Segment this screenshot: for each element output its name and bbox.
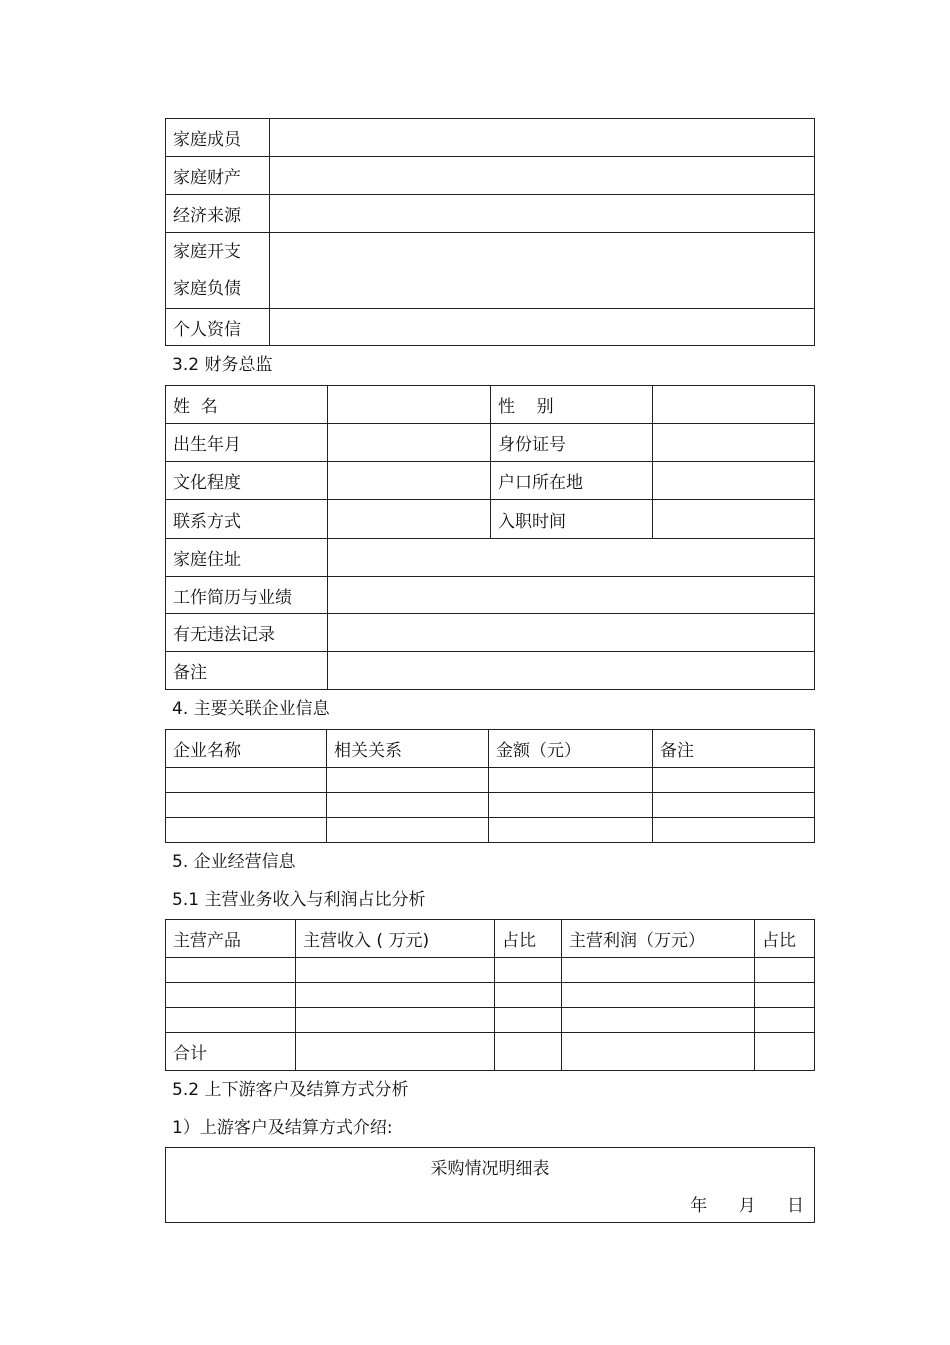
- field-label: 工作简历与业绩: [166, 577, 328, 614]
- field-label: 家庭住址: [166, 539, 328, 577]
- section-heading: 5. 企业经营信息: [172, 852, 296, 872]
- row-label: 家庭成员: [166, 119, 270, 157]
- table-header-row: [166, 730, 815, 768]
- table-row: [166, 539, 815, 577]
- value-cell: [270, 119, 815, 157]
- sub-heading: 1）上游客户及结算方式介绍:: [172, 1118, 393, 1138]
- value-cell: [328, 652, 815, 690]
- value-cell: [270, 233, 815, 309]
- table-row: [166, 652, 815, 690]
- finance-director-table: [165, 385, 815, 690]
- document-page: [165, 118, 815, 1223]
- table-header-row: [166, 920, 815, 958]
- value-cell: [328, 462, 491, 500]
- field-label: 联系方式: [166, 500, 328, 539]
- table-row: [166, 577, 815, 614]
- column-header: 占比: [755, 920, 815, 958]
- column-header: 主营收入 ( 万元): [296, 920, 495, 958]
- field-label: 备注: [166, 652, 328, 690]
- date-year: 年: [690, 1195, 708, 1216]
- table-row: [166, 119, 815, 157]
- value-cell: [270, 195, 815, 233]
- table-row: [166, 233, 815, 309]
- value-cell: [653, 500, 815, 539]
- section-heading: 5.1 主营业务收入与利润占比分析: [172, 890, 426, 910]
- table-row: [166, 793, 815, 818]
- value-cell: [270, 309, 815, 346]
- family-info-table: [165, 118, 815, 346]
- column-header: 主营产品: [166, 920, 296, 958]
- value-cell: [328, 614, 815, 652]
- table-row: [166, 1185, 815, 1223]
- table-row: [166, 768, 815, 793]
- date-day: 日: [787, 1195, 804, 1216]
- table-row: [166, 1148, 815, 1185]
- row-label: 经济来源: [166, 195, 270, 233]
- box-title: 采购情况明细表: [166, 1148, 815, 1185]
- value-cell: [328, 577, 815, 614]
- value-cell: [653, 386, 815, 424]
- table-row: [166, 958, 815, 983]
- date-line: [166, 1185, 815, 1223]
- table-row: [166, 462, 815, 500]
- field-label: 有无违法记录: [166, 614, 328, 652]
- value-cell: [328, 539, 815, 577]
- date-month: 月: [738, 1195, 756, 1216]
- purchase-detail-box: [165, 1147, 815, 1223]
- field-label: 身份证号: [491, 424, 653, 462]
- column-header: 金额（元）: [489, 730, 653, 768]
- column-header: 相关关系: [327, 730, 489, 768]
- total-row: [166, 1033, 815, 1071]
- field-label: 户口所在地: [491, 462, 653, 500]
- column-header: 占比: [495, 920, 562, 958]
- section-heading: 5.2 上下游客户及结算方式分析: [172, 1080, 409, 1100]
- table-row: [166, 614, 815, 652]
- column-header: 企业名称: [166, 730, 327, 768]
- field-label: 入职时间: [491, 500, 653, 539]
- table-row: [166, 983, 815, 1008]
- table-row: [166, 386, 815, 424]
- value-cell: [328, 500, 491, 539]
- value-cell: [653, 424, 815, 462]
- table-row: [166, 1008, 815, 1033]
- table-row: [166, 309, 815, 346]
- row-label: 家庭财产: [166, 157, 270, 195]
- field-label: 出生年月: [166, 424, 328, 462]
- table-row: [166, 424, 815, 462]
- value-cell: [328, 424, 491, 462]
- field-label: 性 别: [491, 386, 653, 424]
- table-row: [166, 157, 815, 195]
- column-header: 备注: [653, 730, 815, 768]
- row-label: 家庭负债: [173, 278, 241, 299]
- section-heading: 3.2 财务总监: [172, 355, 273, 375]
- field-label: 文化程度: [166, 462, 328, 500]
- section-heading: 4. 主要关联企业信息: [172, 699, 330, 719]
- field-label: 姓 名: [166, 386, 328, 424]
- row-label-stack: [166, 233, 270, 309]
- value-cell: [328, 386, 491, 424]
- value-cell: [270, 157, 815, 195]
- table-row: [166, 818, 815, 843]
- table-row: [166, 500, 815, 539]
- column-header: 主营利润（万元）: [562, 920, 755, 958]
- value-cell: [653, 462, 815, 500]
- total-label: 合计: [166, 1033, 296, 1071]
- main-business-table: [165, 919, 815, 1071]
- row-label: 家庭开支: [173, 241, 241, 262]
- row-label: 个人资信: [166, 309, 270, 346]
- table-row: [166, 195, 815, 233]
- related-companies-table: [165, 729, 815, 843]
